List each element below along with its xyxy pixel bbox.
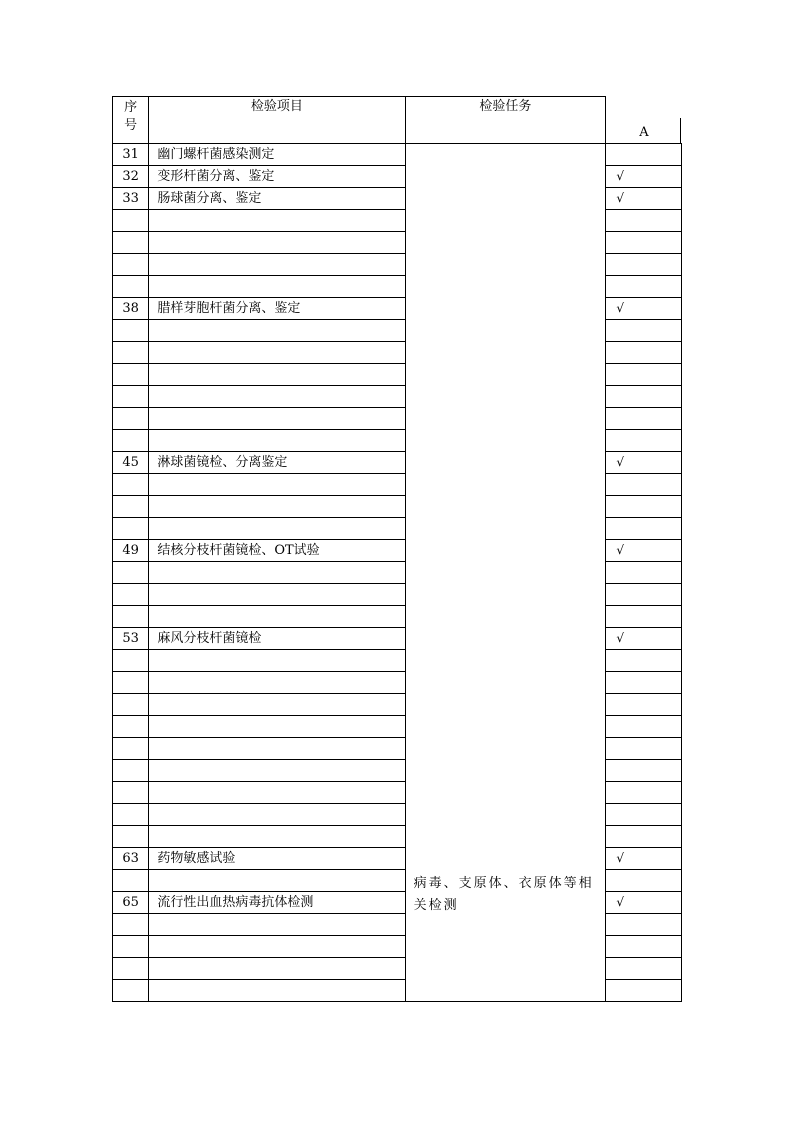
row-item <box>149 364 405 386</box>
check-mark: √ <box>616 543 624 557</box>
header-a: A <box>606 97 682 144</box>
row-item <box>149 562 405 584</box>
row-num <box>113 914 149 936</box>
row-a-mark <box>606 628 682 650</box>
row-item <box>149 342 405 364</box>
header-num <box>113 97 149 144</box>
row-num <box>113 364 149 386</box>
header-a-border <box>680 118 681 143</box>
row-num <box>113 606 149 628</box>
row-num <box>113 430 149 452</box>
row-item <box>149 276 405 298</box>
row-a-mark <box>606 386 682 408</box>
row-item <box>149 782 405 804</box>
row-item <box>149 870 405 892</box>
row-num <box>113 936 149 958</box>
table-row <box>113 144 682 166</box>
row-a-mark <box>606 364 682 386</box>
row-num <box>113 562 149 584</box>
row-a-mark <box>606 716 682 738</box>
row-a-mark <box>606 914 682 936</box>
row-a-mark <box>606 782 682 804</box>
row-item <box>149 672 405 694</box>
task-text: 病毒、支原体、衣原体等相关检测 <box>413 876 594 913</box>
row-num: 49 <box>113 540 149 562</box>
header-task: 检验任务 <box>405 97 606 144</box>
row-num: 45 <box>113 452 149 474</box>
row-a-mark <box>606 232 682 254</box>
row-item <box>149 518 405 540</box>
row-item <box>149 694 405 716</box>
check-mark: √ <box>616 851 624 865</box>
row-num <box>113 386 149 408</box>
row-item: 变形杆菌分离、鉴定 <box>149 166 405 188</box>
row-a-mark <box>606 474 682 496</box>
row-item <box>149 760 405 782</box>
row-item <box>149 320 405 342</box>
row-num <box>113 826 149 848</box>
check-mark: √ <box>616 169 624 183</box>
row-a-mark <box>606 210 682 232</box>
row-item: 药物敏感试验 <box>149 848 405 870</box>
row-item <box>149 232 405 254</box>
row-a-mark <box>606 540 682 562</box>
row-item <box>149 496 405 518</box>
row-item: 淋球菌镜检、分离鉴定 <box>149 452 405 474</box>
row-item <box>149 210 405 232</box>
row-num: 32 <box>113 166 149 188</box>
row-a-mark <box>606 320 682 342</box>
row-item <box>149 386 405 408</box>
row-a-mark <box>606 606 682 628</box>
row-num: 65 <box>113 892 149 914</box>
row-item <box>149 958 405 980</box>
row-num <box>113 276 149 298</box>
table-header-row <box>113 97 682 144</box>
row-num <box>113 320 149 342</box>
row-a-mark <box>606 936 682 958</box>
row-item <box>149 606 405 628</box>
header-num-line2: 号 <box>124 118 138 133</box>
check-mark: √ <box>616 301 624 315</box>
header-item: 检验项目 <box>149 97 405 144</box>
row-a-mark <box>606 166 682 188</box>
row-item: 麻风分枝杆菌镜检 <box>149 628 405 650</box>
row-num: 53 <box>113 628 149 650</box>
row-item <box>149 254 405 276</box>
row-a-mark <box>606 738 682 760</box>
row-num <box>113 716 149 738</box>
row-num <box>113 782 149 804</box>
row-num: 33 <box>113 188 149 210</box>
row-item <box>149 474 405 496</box>
row-num: 63 <box>113 848 149 870</box>
row-item <box>149 826 405 848</box>
row-item: 幽门螺杆菌感染测定 <box>149 144 405 166</box>
row-a-mark <box>606 298 682 320</box>
row-a-mark <box>606 848 682 870</box>
row-item: 腊样芽胞杆菌分离、鉴定 <box>149 298 405 320</box>
row-num <box>113 408 149 430</box>
row-a-mark <box>606 408 682 430</box>
row-num: 38 <box>113 298 149 320</box>
row-a-mark <box>606 980 682 1002</box>
row-num <box>113 870 149 892</box>
row-num: 31 <box>113 144 149 166</box>
row-num <box>113 474 149 496</box>
row-item: 肠球菌分离、鉴定 <box>149 188 405 210</box>
row-num <box>113 650 149 672</box>
row-a-mark <box>606 496 682 518</box>
row-num <box>113 958 149 980</box>
row-a-mark <box>606 870 682 892</box>
row-a-mark <box>606 518 682 540</box>
row-item <box>149 804 405 826</box>
row-a-mark <box>606 650 682 672</box>
check-mark: √ <box>616 191 624 205</box>
row-a-mark <box>606 826 682 848</box>
row-item <box>149 584 405 606</box>
row-item <box>149 716 405 738</box>
row-a-mark <box>606 430 682 452</box>
row-a-mark <box>606 958 682 980</box>
row-a-mark <box>606 254 682 276</box>
row-num <box>113 738 149 760</box>
row-num <box>113 518 149 540</box>
row-item <box>149 738 405 760</box>
row-num <box>113 496 149 518</box>
check-mark: √ <box>616 631 624 645</box>
row-num <box>113 584 149 606</box>
row-num <box>113 254 149 276</box>
row-num <box>113 980 149 1002</box>
row-a-mark <box>606 276 682 298</box>
row-item <box>149 650 405 672</box>
row-a-mark <box>606 760 682 782</box>
check-mark: √ <box>616 455 624 469</box>
row-a-mark <box>606 804 682 826</box>
row-a-mark <box>606 672 682 694</box>
row-item <box>149 430 405 452</box>
row-a-mark <box>606 694 682 716</box>
row-item: 结核分枝杆菌镜检、OT试验 <box>149 540 405 562</box>
row-num <box>113 232 149 254</box>
check-mark: √ <box>616 895 624 909</box>
task-cell <box>405 144 606 1002</box>
row-item <box>149 980 405 1002</box>
row-a-mark <box>606 342 682 364</box>
row-num <box>113 804 149 826</box>
header-num-line1: 序 <box>124 100 138 115</box>
row-a-mark <box>606 584 682 606</box>
row-num <box>113 760 149 782</box>
row-a-mark <box>606 892 682 914</box>
row-item <box>149 408 405 430</box>
row-item <box>149 936 405 958</box>
row-a-mark <box>606 562 682 584</box>
row-a-mark <box>606 144 682 166</box>
row-item: 流行性出血热病毒抗体检测 <box>149 892 405 914</box>
row-num <box>113 342 149 364</box>
row-num <box>113 210 149 232</box>
row-a-mark <box>606 188 682 210</box>
row-item <box>149 914 405 936</box>
row-num <box>113 694 149 716</box>
row-a-mark <box>606 452 682 474</box>
inspection-table <box>112 96 682 1002</box>
row-num <box>113 672 149 694</box>
